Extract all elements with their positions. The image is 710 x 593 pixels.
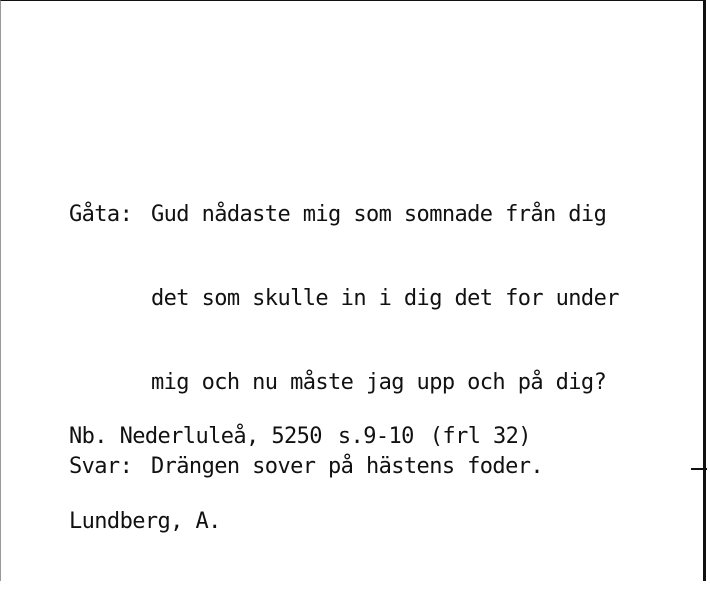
card-edge-mark: [691, 468, 707, 470]
question-line-2: det som skulle in i dig det for under: [151, 286, 619, 311]
source-collector: Lundberg, A.: [69, 509, 221, 534]
riddle-question-row: [69, 201, 619, 229]
answer-text: Drängen sover på hästens foder.: [151, 454, 543, 479]
riddle-question-row-2: [69, 285, 619, 313]
source-place: Nb. Nederluleå, 5250: [69, 424, 322, 449]
source-pages: s.9-10: [337, 424, 414, 449]
answer-label: Svar:: [69, 454, 133, 479]
question-line-3: mig och nu måste jag upp och på dig?: [151, 370, 607, 395]
collector-row: [69, 508, 531, 537]
source-reference: (frl 32): [429, 424, 531, 449]
question-line-1: Gud nådaste mig som somnade från dig: [151, 202, 607, 227]
question-label: Gåta:: [69, 202, 133, 227]
source-block: [69, 367, 531, 593]
source-row: [69, 423, 531, 452]
